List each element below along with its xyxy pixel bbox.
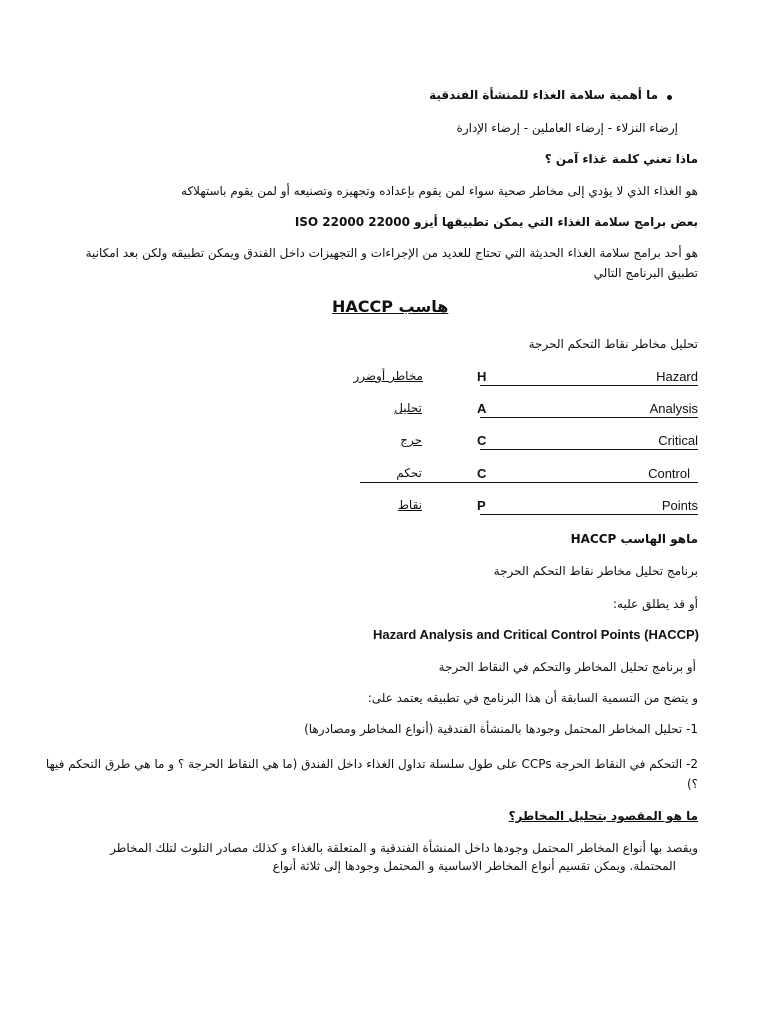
point-1: 1- تحليل المخاطر المحتمل وجودها بالمنشأة الفندقية (أنواع المخاطر ومصادرها) xyxy=(304,722,698,736)
or-program: أو برنامج تحليل المخاطر والتحكم في النقاط الحرجة xyxy=(438,660,696,674)
point-2-line-2: ؟) xyxy=(686,777,698,791)
row-rule xyxy=(480,449,698,450)
acronym-row xyxy=(353,369,698,385)
acronym-row xyxy=(360,401,698,417)
risk-answer-line-1: ويقصد بها أنواع المخاطر المحتمل وجودها داخل المنشأة الفندقية و المتعلقة بالغذاء و كذلك مصادر التلوث لتلك المخاطر xyxy=(110,841,698,855)
what-is-haccp: ماهو الهاسب HACCP xyxy=(570,532,698,546)
acronym-arabic: مخاطر أوضرر xyxy=(353,369,423,383)
satisfaction-line: إرضاء النزلاء - إرضاء العاملين - إرضاء الإدارة xyxy=(456,121,678,135)
acronym-english: Hazard xyxy=(656,369,698,384)
haccp-english-name: Hazard Analysis and Critical Control Points (HACCP) xyxy=(373,627,700,642)
safe-food-question: ماذا تعني كلمة غذاء آمن ؟ xyxy=(544,152,698,166)
acronym-english: Analysis xyxy=(649,401,698,416)
acronym-english: Control xyxy=(648,466,690,481)
haccp-subtitle: تحليل مخاطر نقاط التحكم الحرجة xyxy=(528,337,698,351)
acronym-row xyxy=(360,498,698,514)
safe-food-answer: هو الغذاء الذي لا يؤدي إلى مخاطر صحية سواء لمن يقوم بإعداده وتجهيزه وتصنيعه أو لمن يقوم باستهلاكه xyxy=(181,184,698,198)
also-called: أو قد يطلق عليه: xyxy=(612,597,698,611)
acronym-letter: C xyxy=(477,466,487,481)
acronym-letter: P xyxy=(477,498,486,513)
acronym-letter: C xyxy=(477,433,487,448)
haccp-definition: برنامج تحليل مخاطر نقاط التحكم الحرجة xyxy=(493,564,698,578)
haccp-heading: هاسب HACCP xyxy=(332,297,449,316)
point-2-line-1: 2- التحكم في النقاط الحرجة CCPs على طول سلسلة تداول الغذاء داخل الفندق (ما هي النقاط الحرجة ؟ و ما هي طرق التحكم فيها xyxy=(45,757,698,771)
acronym-row xyxy=(360,433,698,449)
acronym-letter: A xyxy=(477,401,487,416)
acronym-english: Critical xyxy=(658,433,698,448)
risk-analysis-question: ما هو المقصود بتحليل المخاطر؟ xyxy=(508,809,698,823)
bullet-icon xyxy=(667,95,672,100)
acronym-english: Points xyxy=(661,498,698,513)
row-rule xyxy=(480,514,698,515)
programs-title: بعض برامج سلامة الغذاء التي يمكن تطبيقها أيزو 22000 ISO 22000 xyxy=(294,215,698,229)
acronym-arabic: تحليل xyxy=(394,401,422,415)
row-rule xyxy=(480,417,698,418)
acronym-row xyxy=(360,466,698,482)
bullet-title: ما أهمية سلامة الغذاء للمنشأة الفندقية xyxy=(429,88,658,102)
acronym-letter: H xyxy=(477,369,487,384)
acronym-arabic: تحكم xyxy=(396,466,422,480)
row-rule xyxy=(480,385,698,386)
programs-text-line-2: تطبيق البرنامج التالي xyxy=(593,266,698,280)
row-rule xyxy=(360,482,698,483)
clear-from-naming: و يتضح من التسمية السابقة أن هذا البرنامج في تطبيقه يعتمد على: xyxy=(367,691,698,705)
acronym-arabic: نقاط xyxy=(397,498,422,512)
acronym-arabic: حرج xyxy=(400,433,422,447)
risk-answer-line-2: المحتملة. ويمكن تقسيم أنواع المخاطر الاساسية و المحتمل وجودها إلى ثلاثة أنواع xyxy=(272,859,676,873)
programs-text-line-1: هو أحد برامج سلامة الغذاء الحديثة التي تحتاج للعديد من الإجراءات و التجهيزات داخل الفندق ويمكن تطبيقه ولكن بعد امكانية xyxy=(85,246,698,260)
